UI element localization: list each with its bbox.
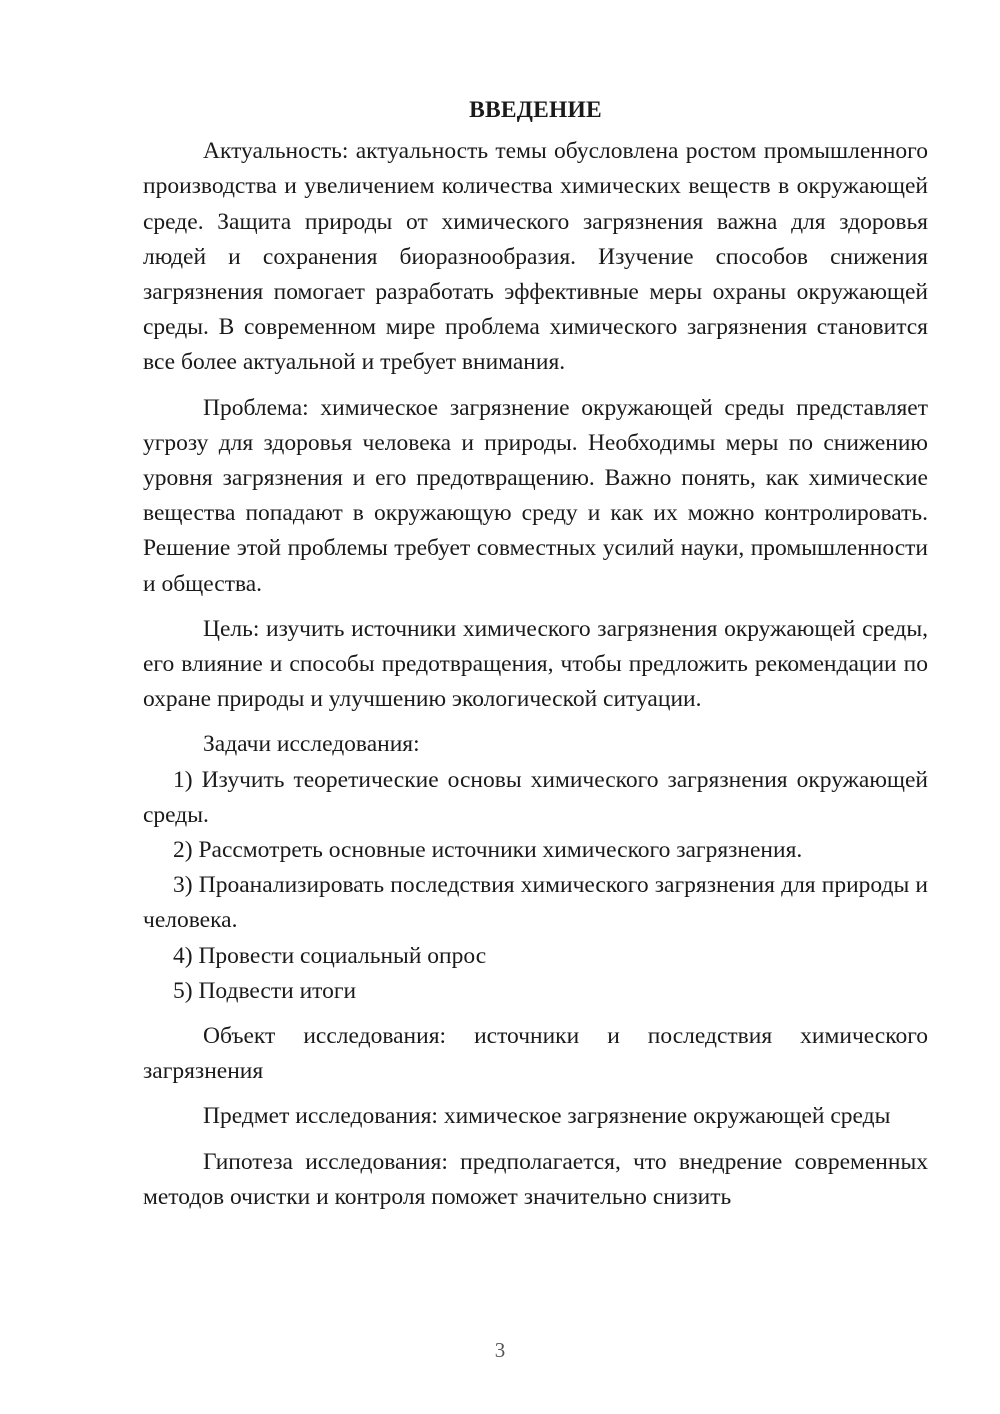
page-content — [143, 93, 928, 1215]
paragraph-problem: Проблема: химическое загрязнение окружающей среды представляет угрозу для здоровья человека и природы. Необходимы меры по снижению уровня загрязнения и его предотвращению. Важно понять, как химические вещества попадают в окружающую среду и как их можно контролировать. Решение этой проблемы требует совместных усилий науки, промышленности и общества. — [143, 394, 928, 597]
task-item: 5) Подвести итоги — [173, 977, 357, 1004]
paragraph-goal: Цель: изучить источники химического загрязнения окружающей среды, его влияние и способы предотвращения, чтобы предложить рекомендации по охране природы и улучшению экологической ситуации. — [143, 615, 928, 713]
task-item: 1) Изучить теоретические основы химического загрязнения окружающей среды. — [143, 766, 928, 828]
paragraph-object: Объект исследования: источники и последствия химического загрязнения — [143, 1023, 928, 1085]
paragraph-hypothesis: Гипотеза исследования: предполагается, что внедрение современных методов очистки и контроля поможет значительно снизить — [143, 1148, 928, 1210]
task-item: 3) Проанализировать последствия химического загрязнения для природы и человека. — [143, 872, 928, 934]
task-item: 2) Рассмотреть основные источники химического загрязнения. — [173, 837, 803, 864]
paragraph-subject: Предмет исследования: химическое загрязнение окружающей среды — [203, 1103, 891, 1130]
section-title: ВВЕДЕНИЕ — [469, 97, 602, 123]
paragraph-relevance: Актуальность: актуальность темы обусловлена ростом промышленного производства и увеличением количества химических веществ в окружающей среде. Защита природы от химического загрязнения важна для здоровья людей и сохранения биоразнообразия. Изучение способов снижения загрязнения помогает разработать эффективные меры охраны окружающей среды. В современном мире проблема химического загрязнения становится все более актуальной и требует внимания. — [143, 138, 928, 376]
task-item: 4) Провести социальный опрос — [173, 942, 487, 969]
page-number: 3 — [494, 1338, 506, 1362]
paragraph-tasks-heading: Задачи исследования: — [203, 731, 420, 758]
